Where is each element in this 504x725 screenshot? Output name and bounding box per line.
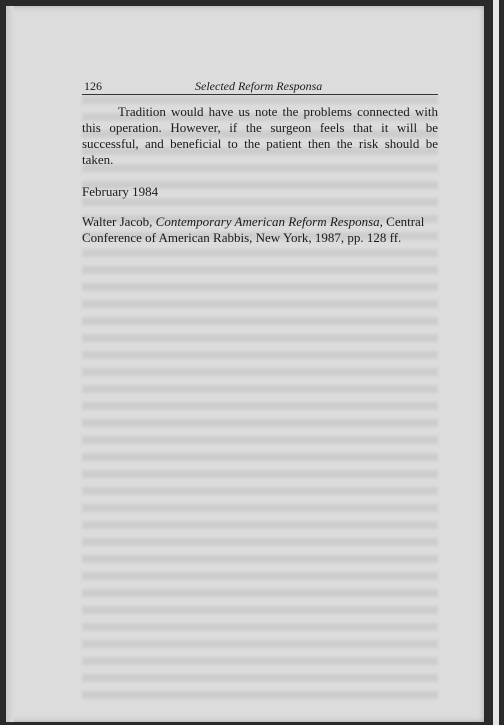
citation-details: Central Conference of American Rabbis, New York, 1987, pp. 128 ff.: [82, 214, 425, 245]
adjacent-page-edge: [488, 0, 504, 725]
source-citation: [82, 214, 438, 246]
citation-author: Walter Jacob,: [82, 214, 156, 229]
page-header: [82, 78, 438, 95]
page-body: [82, 104, 438, 246]
page-number: 126: [84, 79, 102, 93]
running-head: Selected Reform Responsa: [195, 79, 323, 93]
citation-title: Contemporary American Reform Responsa,: [155, 214, 383, 229]
responsum-date: February 1984: [82, 184, 159, 199]
page-gutter-shadow: [6, 6, 14, 722]
body-paragraph: Tradition would have us note the problems connected with this operation. However, if the surgeon feels that it will be successful, and beneficial to the patient then the risk should be taken.: [82, 104, 438, 167]
